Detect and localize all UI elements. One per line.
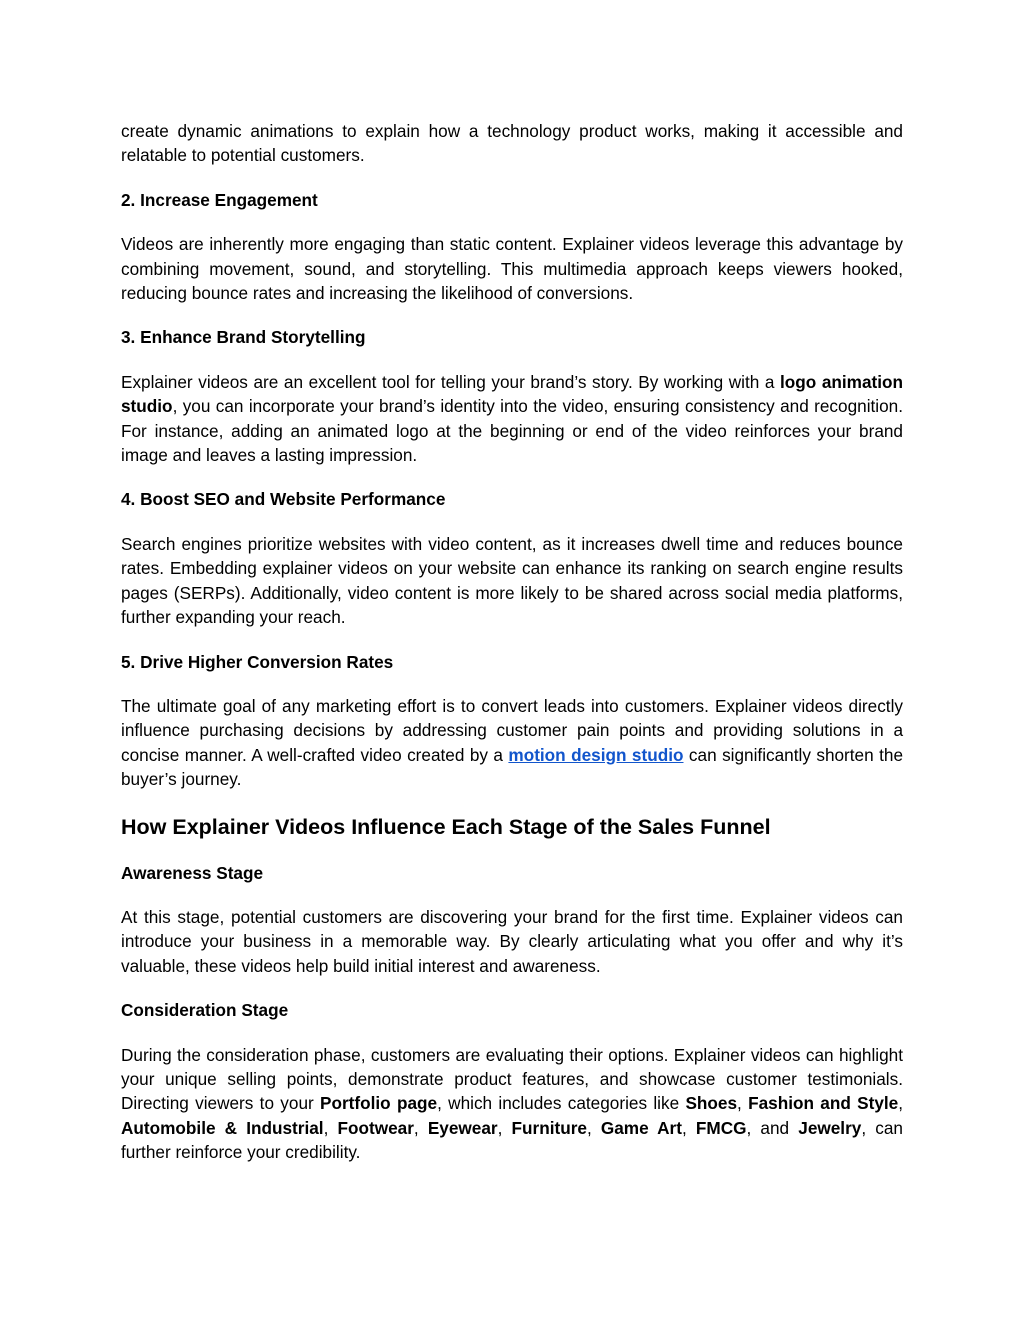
section-heading-engagement: 2. Increase Engagement — [121, 189, 318, 210]
section-heading-conversion: 5. Drive Higher Conversion Rates — [121, 651, 394, 672]
section-heading-storytelling: 3. Enhance Brand Storytelling — [121, 327, 366, 348]
consideration-text-2: , which includes categories like — [437, 1093, 686, 1114]
category-jewelry: Jewelry — [798, 1117, 862, 1138]
separator: , — [681, 1117, 696, 1138]
document-page — [121, 119, 903, 1165]
intro-paragraph: create dynamic animations to explain how a technology product works, making it accessible and relatable to potential customers. — [121, 121, 903, 166]
storytelling-paragraph — [121, 370, 903, 468]
category-automobile-industrial: Automobile & Industrial — [121, 1117, 324, 1138]
separator: , — [586, 1117, 601, 1138]
category-furniture: Furniture — [511, 1117, 587, 1138]
category-game-art: Game Art — [600, 1117, 682, 1138]
separator: , — [898, 1093, 904, 1114]
separator: , — [737, 1093, 749, 1114]
funnel-heading: How Explainer Videos Influence Each Stage of the Sales Funnel — [121, 814, 771, 839]
separator: , — [413, 1117, 428, 1138]
section-heading-seo: 4. Boost SEO and Website Performance — [121, 489, 446, 510]
consideration-text-4: , can further reinforce your credibility. — [121, 1117, 903, 1163]
storytelling-text-1: Explainer videos are an excellent tool for telling your brand’s story. By working with a — [121, 371, 780, 392]
portfolio-page-term: Portfolio page — [320, 1093, 438, 1114]
category-footwear: Footwear — [337, 1117, 414, 1138]
category-fashion-and-style: Fashion and Style — [748, 1093, 899, 1114]
conversion-text-2: can significantly shorten the buyer’s journey. — [121, 744, 903, 790]
storytelling-text-2: , you can incorporate your brand’s identity into the video, ensuring consistency and recognition. For instance, adding an animated logo at the beginning or end of the video reinforces your brand image and leaves a lasting impression. — [121, 396, 903, 466]
consideration-text-1: During the consideration phase, customers are evaluating their options. Explainer videos can highlight your unique selling points, demonstrate product features, and showcase customer testimonials. Directing viewers to your — [121, 1044, 903, 1114]
category-eyewear: Eyewear — [427, 1117, 498, 1138]
consideration-text-3: , and — [746, 1117, 799, 1138]
awareness-paragraph: At this stage, potential customers are discovering your brand for the first time. Explainer videos can introduce your business in a memorable way. By clearly articulating what you offer and why it’s valuable, these videos help build initial interest and awareness. — [121, 906, 903, 976]
logo-animation-studio-term: logo animation studio — [121, 371, 903, 417]
motion-design-studio-link[interactable]: motion design studio — [508, 744, 684, 765]
conversion-paragraph — [121, 694, 903, 792]
awareness-stage-heading: Awareness Stage — [121, 862, 264, 883]
seo-paragraph: Search engines prioritize websites with video content, as it increases dwell time and reduces bounce rates. Embedding explainer videos on your website can enhance its ranking on search engine results pages (SERPs). Additionally, video content is more likely to be shared across social media platforms, further expanding your reach. — [121, 533, 903, 628]
consideration-stage-heading: Consideration Stage — [121, 1000, 289, 1021]
engagement-paragraph: Videos are inherently more engaging than static content. Explainer videos leverage this advantage by combining movement, sound, and storytelling. This multimedia approach keeps viewers hooked, reducing bounce rates and increasing the likelihood of conversions. — [121, 234, 903, 304]
consideration-paragraph — [121, 1043, 903, 1165]
separator: , — [323, 1117, 338, 1138]
separator: , — [497, 1117, 512, 1138]
category-shoes: Shoes — [685, 1093, 738, 1114]
conversion-text-1: The ultimate goal of any marketing effort is to convert leads into customers. Explainer videos directly influence purchasing decisions by addressing customer pain points and providing solutions in a concise manner. A well-crafted video created by a — [121, 695, 903, 765]
category-fmcg: FMCG — [695, 1117, 747, 1138]
